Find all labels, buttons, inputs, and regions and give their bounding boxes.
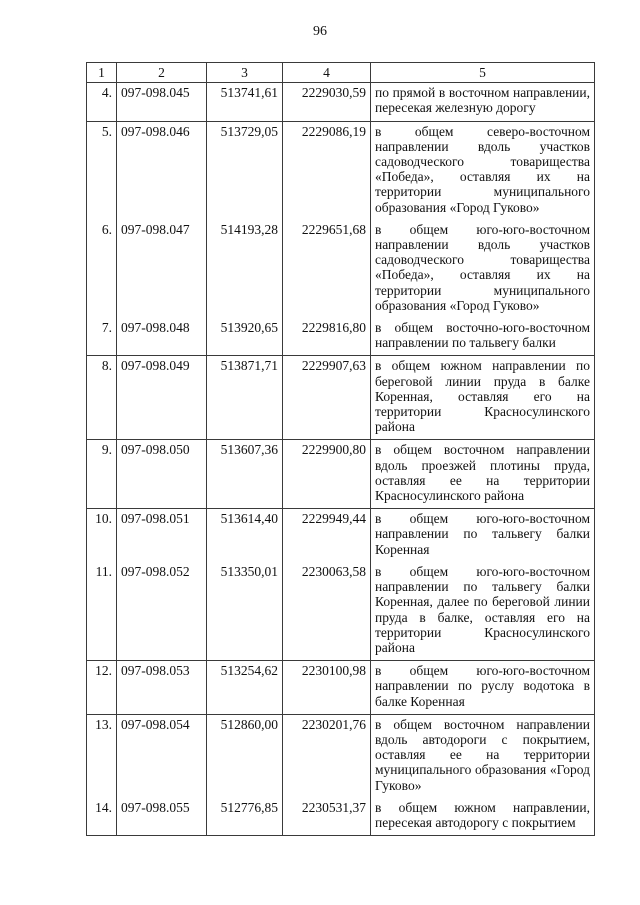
coordinate-x: 514193,28 — [207, 220, 283, 318]
coordinate-x: 513614,40 — [207, 509, 283, 562]
point-code: 097-098.049 — [117, 356, 207, 440]
table-row — [87, 121, 595, 220]
coordinate-y: 2230201,76 — [283, 714, 371, 798]
boundary-description: в общем юго-юго-восточном направлении по руслу водотока в балке Коренная — [371, 661, 595, 715]
point-code: 097-098.054 — [117, 714, 207, 798]
point-code: 097-098.047 — [117, 220, 207, 318]
table-row — [87, 798, 595, 836]
coordinate-y: 2230063,58 — [283, 562, 371, 661]
page-number: 96 — [313, 24, 327, 39]
point-code: 097-098.048 — [117, 318, 207, 356]
table-row — [87, 318, 595, 356]
column-header-1: 1 — [87, 63, 117, 83]
point-code: 097-098.053 — [117, 661, 207, 715]
boundary-description: в общем юго-юго-восточном направлении по тальвегу балки Коренная — [371, 509, 595, 562]
coordinate-y: 2229816,80 — [283, 318, 371, 356]
coordinate-y: 2230531,37 — [283, 798, 371, 836]
point-number: 10. — [87, 509, 117, 562]
coordinate-x: 513607,36 — [207, 440, 283, 509]
point-number: 7. — [87, 318, 117, 356]
coordinate-y: 2229907,63 — [283, 356, 371, 440]
coordinate-x: 513254,62 — [207, 661, 283, 715]
boundary-description: в общем северо-восточном направлении вдоль участков садоводческого товарищества «Победа», оставляя их на территории муниципального образования «Город Гуково» — [371, 121, 595, 220]
column-header-4: 4 — [283, 63, 371, 83]
boundary-description: по прямой в восточном направлении, пересекая железную дорогу — [371, 83, 595, 121]
table-row — [87, 509, 595, 562]
coordinate-x: 513871,71 — [207, 356, 283, 440]
table-row — [87, 661, 595, 715]
point-code: 097-098.051 — [117, 509, 207, 562]
point-number: 6. — [87, 220, 117, 318]
point-code: 097-098.055 — [117, 798, 207, 836]
table-row — [87, 220, 595, 318]
coordinate-x: 513741,61 — [207, 83, 283, 121]
point-number: 8. — [87, 356, 117, 440]
coordinate-y: 2230100,98 — [283, 661, 371, 715]
point-number: 9. — [87, 440, 117, 509]
boundary-points-table — [86, 62, 595, 836]
coordinate-y: 2229949,44 — [283, 509, 371, 562]
point-code: 097-098.052 — [117, 562, 207, 661]
boundary-description: в общем восточном направлении вдоль автодороги с покрытием, оставляя ее на территории муниципального образования «Город Гуково» — [371, 714, 595, 798]
table-row — [87, 356, 595, 440]
table-header-row — [87, 63, 595, 83]
coordinate-y: 2229086,19 — [283, 121, 371, 220]
coordinate-x: 513729,05 — [207, 121, 283, 220]
coordinate-y: 2229030,59 — [283, 83, 371, 121]
boundary-description: в общем восточном направлении вдоль проезжей плотины пруда, оставляя ее на территории Красносулинского района — [371, 440, 595, 509]
point-code: 097-098.046 — [117, 121, 207, 220]
coordinate-x: 513350,01 — [207, 562, 283, 661]
coordinate-x: 512776,85 — [207, 798, 283, 836]
table-row — [87, 440, 595, 509]
table-row — [87, 714, 595, 798]
table-row — [87, 562, 595, 661]
point-number: 4. — [87, 83, 117, 121]
column-header-5: 5 — [371, 63, 595, 83]
coordinate-x: 512860,00 — [207, 714, 283, 798]
boundary-description: в общем южном направлении по береговой линии пруда в балке Коренная, оставляя его на территории Красносулинского района — [371, 356, 595, 440]
coordinate-y: 2229900,80 — [283, 440, 371, 509]
point-number: 12. — [87, 661, 117, 715]
point-number: 14. — [87, 798, 117, 836]
column-header-3: 3 — [207, 63, 283, 83]
boundary-description: в общем южном направлении, пересекая автодорогу с покрытием — [371, 798, 595, 836]
boundary-description: в общем юго-юго-восточном направлении по тальвегу балки Коренная, далее по береговой линии пруда в балке, оставляя его на территории Красносулинского района — [371, 562, 595, 661]
coordinate-y: 2229651,68 — [283, 220, 371, 318]
point-number: 5. — [87, 121, 117, 220]
column-header-2: 2 — [117, 63, 207, 83]
coordinate-x: 513920,65 — [207, 318, 283, 356]
point-code: 097-098.050 — [117, 440, 207, 509]
point-number: 11. — [87, 562, 117, 661]
point-number: 13. — [87, 714, 117, 798]
boundary-description: в общем восточно-юго-восточном направлении по тальвегу балки — [371, 318, 595, 356]
point-code: 097-098.045 — [117, 83, 207, 121]
table-row — [87, 83, 595, 121]
boundary-description: в общем юго-юго-восточном направлении вдоль участков садоводческого товарищества «Победа», оставляя их на территории муниципального образования «Город Гуково» — [371, 220, 595, 318]
